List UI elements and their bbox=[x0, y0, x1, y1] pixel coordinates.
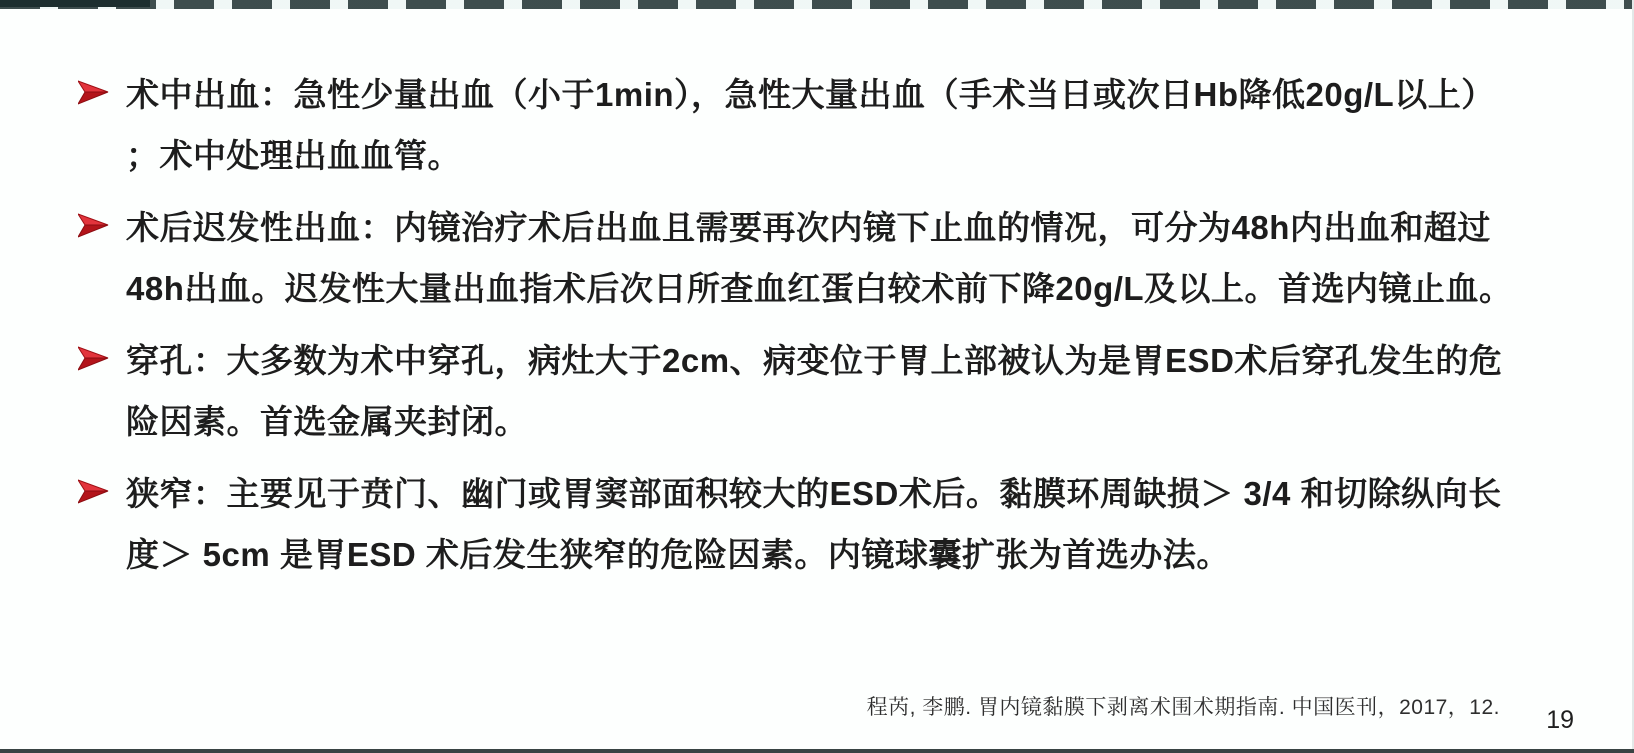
arrow-bullet-icon bbox=[78, 463, 126, 510]
citation-reference: 程芮, 李鹏. 胃内镜黏膜下剥离术围术期指南. 中国医刊，2017，12. bbox=[866, 696, 1500, 719]
bullet-line: 狭窄：主要见于贲门、幽门或胃窦部面积较大的ESD术后。黏膜环周缺损＞ 3/4 和切除纵向长 bbox=[126, 475, 1502, 512]
bullet-item-perforation bbox=[78, 330, 1558, 452]
bullet-line: 穿孔：大多数为术中穿孔，病灶大于2cm、病变位于胃上部被认为是胃ESD术后穿孔发生的危 bbox=[126, 342, 1503, 379]
bullet-item-stenosis bbox=[78, 463, 1558, 585]
bullet-item-intraop-bleeding bbox=[78, 64, 1558, 186]
bullet-text bbox=[126, 330, 1502, 452]
bullet-text bbox=[126, 463, 1502, 585]
arrow-bullet-icon bbox=[78, 197, 126, 244]
bullet-text bbox=[126, 197, 1513, 319]
bullet-line: 险因素。首选金属夹封闭。 bbox=[126, 403, 528, 440]
bottom-edge-artifact bbox=[0, 749, 1634, 753]
arrow-bullet-icon bbox=[78, 330, 126, 377]
bullet-line: 术中出血：急性少量出血（小于1min），急性大量出血（手术当日或次日Hb降低20g/L以上） bbox=[126, 76, 1495, 113]
bullet-line: 48h出血。迟发性大量出血指术后次日所查血红蛋白较术前下降20g/L及以上。首选内镜止血。 bbox=[126, 270, 1513, 307]
bullet-text bbox=[126, 64, 1495, 186]
bullet-line: 术后迟发性出血：内镜治疗术后出血且需要再次内镜下止血的情况，可分为48h内出血和超过 bbox=[126, 209, 1491, 246]
bullet-item-delayed-bleeding bbox=[78, 197, 1558, 319]
top-edge-artifact-solid bbox=[0, 0, 150, 7]
page-number: 19 bbox=[1546, 706, 1574, 734]
bullet-list bbox=[78, 64, 1558, 596]
bullet-line: 度＞ 5cm 是胃ESD 术后发生狭窄的危险因素。内镜球囊扩张为首选办法。 bbox=[126, 536, 1230, 573]
bullet-line: ；术中处理出血血管。 bbox=[126, 137, 461, 174]
arrow-bullet-icon bbox=[78, 64, 126, 111]
top-edge-artifact bbox=[0, 0, 1634, 9]
